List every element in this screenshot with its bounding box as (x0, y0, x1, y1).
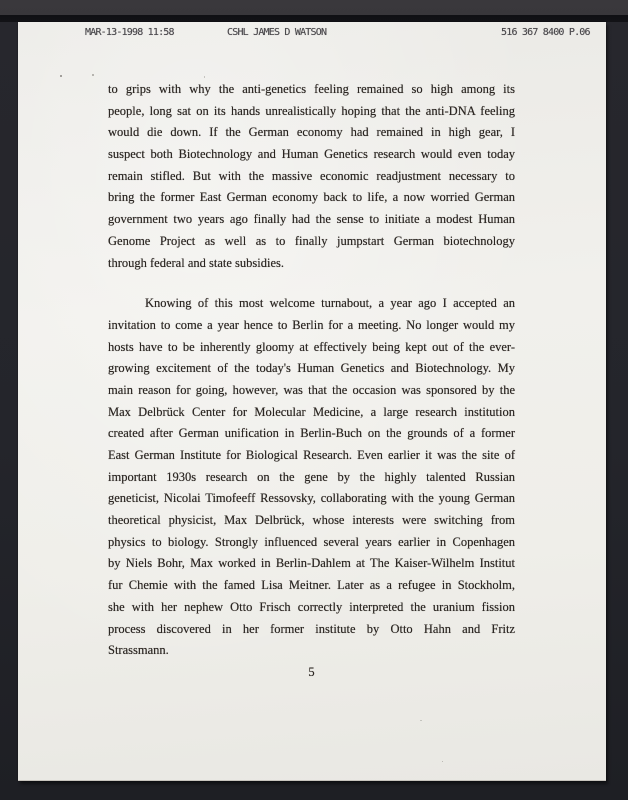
fax-header (18, 27, 606, 41)
text-line: hosts have to be inherently gloomy at effectively being kept out of the ever- (108, 339, 515, 354)
text-line: by Niels Bohr, Max worked in Berlin-Dahlem at The Kaiser-Wilhelm Institut (108, 556, 515, 571)
text-line: invitation to come a year hence to Berlin for a meeting. No longer would my (108, 317, 515, 332)
text-line: theoretical physicist, Max Delbrück, whose interests were switching from (108, 513, 515, 528)
scan-speck (204, 76, 205, 78)
text-line: people, long sat on its hands unrealistically hoping that the anti-DNA feeling (108, 103, 515, 118)
scan-speck (92, 74, 94, 76)
text-line: important 1930s research on the gene by the highly talented Russian (108, 469, 515, 484)
text-line: she with her nephew Otto Frisch correctly interpreted the uranium fission (108, 599, 515, 614)
text-line: suspect both Biotechnology and Human Genetics research would even today (108, 147, 515, 162)
paragraph-1 (108, 79, 515, 274)
paragraph-2 (108, 293, 515, 662)
scan-speck (60, 75, 62, 77)
text-line: Genome Project as well as to finally jumpstart German biotechnology (108, 233, 515, 248)
text-line: growing excitement of the today's Human Genetics and Biotechnology. My (108, 361, 515, 376)
text-line: Max Delbrück Center for Molecular Medicine, a large research institution (108, 404, 515, 419)
text-line: created after German unification in Berlin-Buch on the grounds of a former (108, 426, 515, 441)
text-line: to grips with why the anti-genetics feeling remained so high among its (108, 82, 515, 96)
scan-speck (442, 761, 443, 762)
text-line: physics to biology. Strongly influenced several years earlier in Copenhagen (108, 534, 515, 549)
scan-speck (420, 720, 422, 721)
text-line: bring the former East German economy back to life, a now worried German (108, 190, 515, 205)
text-line: East German Institute for Biological Research. Even earlier it was the site of (108, 448, 515, 462)
text-line: through federal and state subsidies. (108, 255, 284, 270)
text-line: process discovered in her former institute by Otto Hahn and Fritz (108, 621, 515, 636)
text-line: fur Chemie with the famed Lisa Meitner. Later as a refugee in Stockholm, (108, 578, 515, 593)
text-line: remain stifled. But with the massive economic readjustment necessary to (108, 168, 515, 183)
text-line: geneticist, Nicolai Timofeeff Ressovsky, collaborating with the young German (108, 491, 515, 506)
text-line: Knowing of this most welcome turnabout, a year ago I accepted an (145, 296, 515, 311)
text-line: main reason for going, however, was that the occasion was sponsored by the (108, 382, 515, 397)
fax-page (18, 22, 606, 781)
page-number: 5 (308, 664, 315, 679)
text-line: Strassmann. (108, 643, 169, 658)
letter-body (108, 79, 515, 684)
fax-header-datetime: MAR-13-1998 11:58 (85, 27, 174, 38)
text-line: would die down. If the German economy had remained in high gear, I (108, 125, 515, 140)
text-line: government two years ago finally had the sense to initiate a modest Human (108, 212, 515, 227)
fax-header-number-page: 516 367 8400 P.06 (501, 27, 590, 38)
fax-header-sender: CSHL JAMES D WATSON (227, 27, 327, 38)
